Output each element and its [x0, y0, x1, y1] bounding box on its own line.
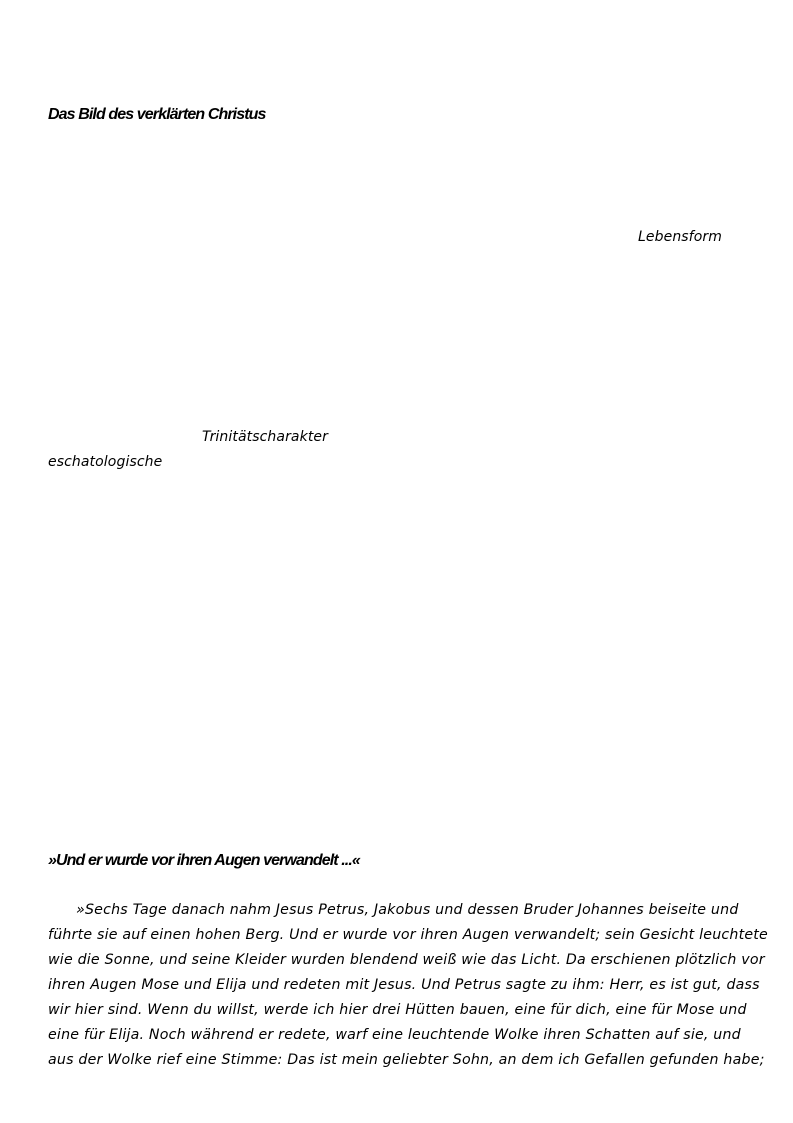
section-heading: »Und er wurde vor ihren Augen verwandelt ...« [48, 852, 360, 869]
body-line: führte sie auf einen hohen Berg. Und er wurde vor ihren Augen verwandelt; sein Gesicht leuchtete [48, 927, 768, 943]
page-title: Das Bild des verklärten Christus [48, 106, 266, 123]
body-line: aus der Wolke rief eine Stimme: Das ist mein geliebter Sohn, an dem ich Gefallen gefunden habe; [48, 1052, 765, 1068]
body-line: ihren Augen Mose und Elija und redeten mit Jesus. Und Petrus sagte zu ihm: Herr, es ist gut, dass [48, 977, 760, 993]
body-line: wie die Sonne, und seine Kleider wurden blendend weiß wie das Licht. Da erschienen plötzlich vor [48, 952, 765, 968]
term-trinitaetscharakter: Trinitätscharakter [202, 429, 328, 445]
body-line: eine für Elija. Noch während er redete, warf eine leuchtende Wolke ihren Schatten auf sie, und [48, 1027, 741, 1043]
body-line: wir hier sind. Wenn du willst, werde ich hier drei Hütten bauen, eine für dich, eine für Mose und [48, 1002, 747, 1018]
body-line: »Sechs Tage danach nahm Jesus Petrus, Jakobus und dessen Bruder Johannes beiseite und [76, 902, 739, 918]
term-eschatologische: eschatologische [48, 454, 163, 470]
term-lebensform: Lebensform [638, 229, 722, 245]
